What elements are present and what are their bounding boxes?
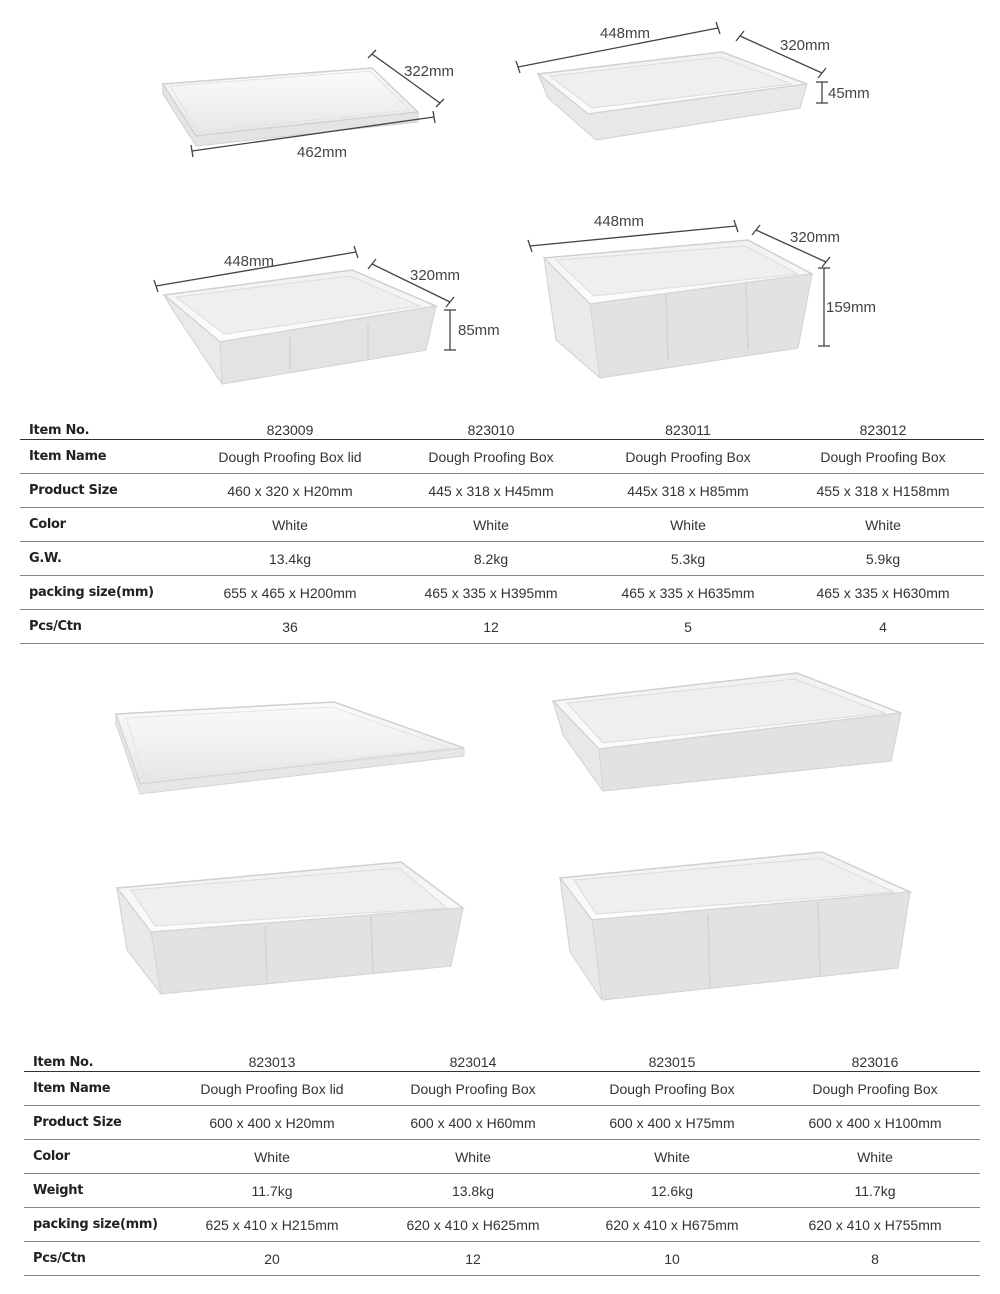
cell: 445 x 318 x H45mm xyxy=(388,474,594,508)
dimension-label-length: 462mm xyxy=(297,144,348,161)
cell: 8 xyxy=(770,1242,980,1276)
table-row-gw xyxy=(20,542,984,576)
cell: Dough Proofing Box xyxy=(372,1072,574,1106)
product-image-823012-box xyxy=(500,200,1000,410)
cell: 5.3kg xyxy=(594,542,782,576)
cell: 11.7kg xyxy=(770,1174,980,1208)
table-row-pcs-ctn xyxy=(24,1242,980,1276)
cell: 823015 xyxy=(574,1050,770,1072)
cell: White xyxy=(782,508,984,542)
cell: 620 x 410 x H675mm xyxy=(574,1208,770,1242)
cell: White xyxy=(594,508,782,542)
cell: 823010 xyxy=(388,418,594,440)
svg-text:159mm: 159mm xyxy=(826,299,877,316)
cell: 13.4kg xyxy=(192,542,388,576)
table-row-packing-size xyxy=(20,576,984,610)
table-row-item-no xyxy=(24,1050,980,1072)
spec-table-2 xyxy=(24,1050,980,1276)
cell: 600 x 400 x H60mm xyxy=(372,1106,574,1140)
cell: White xyxy=(172,1140,372,1174)
cell: 823013 xyxy=(172,1050,372,1072)
row-label: Item No. xyxy=(20,418,192,440)
svg-text:45mm: 45mm xyxy=(828,85,870,102)
cell: 600 x 400 x H75mm xyxy=(574,1106,770,1140)
cell: Dough Proofing Box xyxy=(388,440,594,474)
product-image-823010-box xyxy=(500,0,1000,200)
svg-text:320mm: 320mm xyxy=(410,267,461,284)
svg-text:448mm: 448mm xyxy=(600,25,651,42)
product-image-823011-box xyxy=(0,200,500,410)
cell: 10 xyxy=(574,1242,770,1276)
row-label: Item Name xyxy=(20,440,192,474)
cell: 13.8kg xyxy=(372,1174,574,1208)
cell: 460 x 320 x H20mm xyxy=(192,474,388,508)
table-row-item-name xyxy=(24,1072,980,1106)
svg-text:320mm: 320mm xyxy=(790,229,841,246)
cell: 445x 318 x H85mm xyxy=(594,474,782,508)
cell: 12 xyxy=(372,1242,574,1276)
row-label: Product Size xyxy=(24,1106,172,1140)
table-row-color xyxy=(24,1140,980,1174)
cell: 4 xyxy=(782,610,984,644)
row-label: Item No. xyxy=(24,1050,172,1072)
cell: 12.6kg xyxy=(574,1174,770,1208)
table-row-color xyxy=(20,508,984,542)
row-label: G.W. xyxy=(20,542,192,576)
table-row-packing-size xyxy=(24,1208,980,1242)
cell: 465 x 335 x H630mm xyxy=(782,576,984,610)
cell: 823011 xyxy=(594,418,782,440)
cell: 11.7kg xyxy=(172,1174,372,1208)
cell: 600 x 400 x H100mm xyxy=(770,1106,980,1140)
cell: 5 xyxy=(594,610,782,644)
cell: 8.2kg xyxy=(388,542,594,576)
row-label: Pcs/Ctn xyxy=(20,610,192,644)
svg-text:448mm: 448mm xyxy=(594,213,645,230)
row-label: Item Name xyxy=(24,1072,172,1106)
table-row-product-size xyxy=(20,474,984,508)
cell: Dough Proofing Box xyxy=(574,1072,770,1106)
row-label: packing size(mm) xyxy=(20,576,192,610)
cell: 620 x 410 x H625mm xyxy=(372,1208,574,1242)
svg-text:320mm: 320mm xyxy=(780,37,831,54)
svg-text:85mm: 85mm xyxy=(458,322,500,339)
cell: 823014 xyxy=(372,1050,574,1072)
row-label: Product Size xyxy=(20,474,192,508)
cell: 455 x 318 x H158mm xyxy=(782,474,984,508)
cell: White xyxy=(388,508,594,542)
cell: 655 x 465 x H200mm xyxy=(192,576,388,610)
cell: 5.9kg xyxy=(782,542,984,576)
cell: 600 x 400 x H20mm xyxy=(172,1106,372,1140)
dimension-label-depth: 322mm xyxy=(404,63,455,80)
row-label: Color xyxy=(20,508,192,542)
svg-text:448mm: 448mm xyxy=(224,253,275,270)
row-label: Color xyxy=(24,1140,172,1174)
cell: 620 x 410 x H755mm xyxy=(770,1208,980,1242)
row-label: Weight xyxy=(24,1174,172,1208)
row-label: Pcs/Ctn xyxy=(24,1242,172,1276)
cell: Dough Proofing Box lid xyxy=(172,1072,372,1106)
table-row-item-no xyxy=(20,418,984,440)
table-row-weight xyxy=(24,1174,980,1208)
cell: White xyxy=(574,1140,770,1174)
row-label: packing size(mm) xyxy=(24,1208,172,1242)
cell: White xyxy=(372,1140,574,1174)
cell: White xyxy=(770,1140,980,1174)
cell: Dough Proofing Box xyxy=(594,440,782,474)
table-row-product-size xyxy=(24,1106,980,1140)
table-row-pcs-ctn xyxy=(20,610,984,644)
cell: Dough Proofing Box xyxy=(782,440,984,474)
cell: 823016 xyxy=(770,1050,980,1072)
cell: 465 x 335 x H395mm xyxy=(388,576,594,610)
table-row-item-name xyxy=(20,440,984,474)
product-image-823013-lid xyxy=(100,690,480,810)
cell: 465 x 335 x H635mm xyxy=(594,576,782,610)
cell: 36 xyxy=(192,610,388,644)
cell: 823012 xyxy=(782,418,984,440)
cell: 12 xyxy=(388,610,594,644)
cell: 625 x 410 x H215mm xyxy=(172,1208,372,1242)
cell: Dough Proofing Box lid xyxy=(192,440,388,474)
product-image-823015-box xyxy=(105,858,475,1008)
cell: 823009 xyxy=(192,418,388,440)
product-image-823016-box xyxy=(550,848,920,1008)
product-image-823009-lid xyxy=(0,0,500,200)
cell: White xyxy=(192,508,388,542)
product-image-823014-box xyxy=(545,665,915,805)
cell: 20 xyxy=(172,1242,372,1276)
cell: Dough Proofing Box xyxy=(770,1072,980,1106)
spec-table-1 xyxy=(20,418,984,644)
